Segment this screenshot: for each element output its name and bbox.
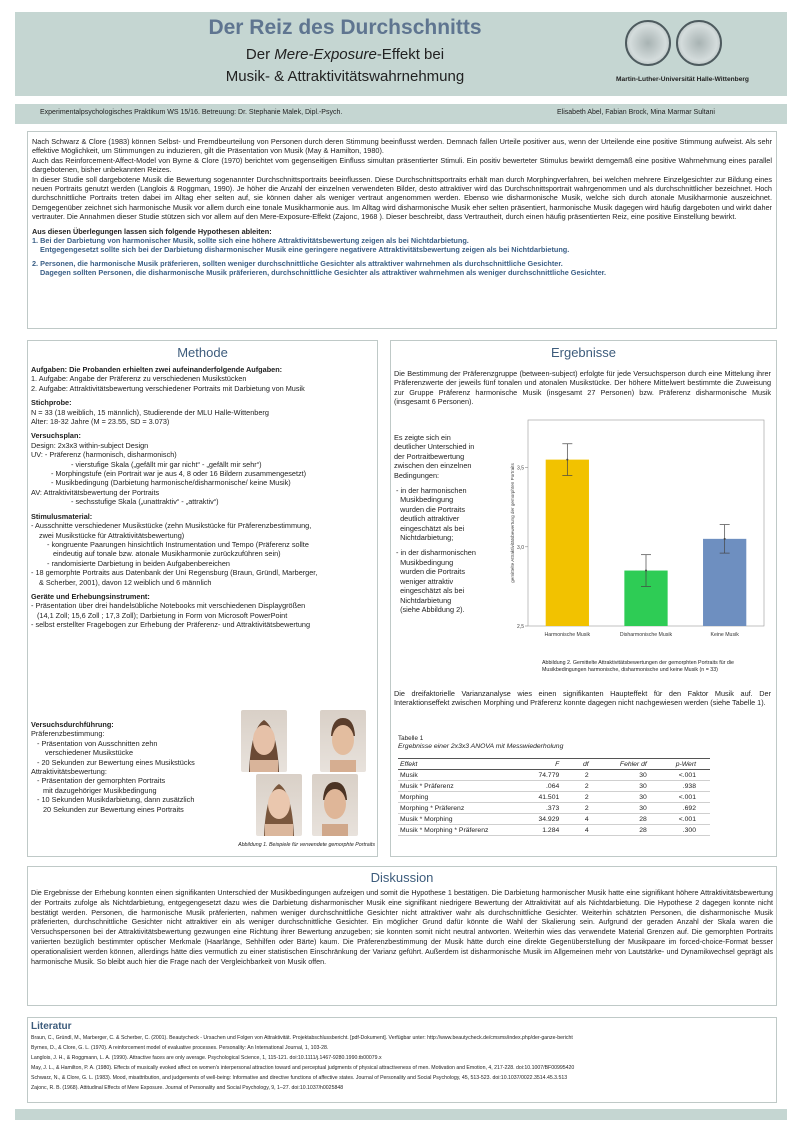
text-line: - 18 gemorphte Portraits aus Datenbank der Uni Regensburg (Braun, Gründl, Marberger, [31, 568, 318, 578]
side-text-line: (siehe Abbildung 2). [394, 604, 465, 614]
table-cell: 2 [573, 803, 602, 814]
procedure-text [31, 720, 241, 814]
table-cell: 1.284 [523, 825, 573, 836]
face-female-icon [256, 774, 302, 836]
table-row [398, 825, 710, 836]
table-cell: Morphing [398, 792, 523, 803]
portrait-male-2 [312, 774, 358, 836]
text-line: Geräte und Erhebungsinstrument: [31, 591, 150, 601]
y-tick-label: 3,5 [517, 465, 524, 472]
poster-subtitle-2: Musik- & Attraktivitätswahrnehmung [225, 68, 465, 85]
reference-item: Byrnes, D., & Clore, G. L. (1970). A reinforcement model of evaluative processes. Personality: An International Journal, 1, 103-28. [31, 1045, 329, 1051]
footer-bar [15, 1109, 787, 1120]
table-header-cell: df [573, 759, 602, 770]
y-tick-label: 2,5 [517, 624, 524, 630]
text-line: - Ausschnitte verschiedener Musikstücke (zehn Musikstücke für Präferenzbestimmung, [31, 521, 312, 531]
text-line: UV: - Präferenz (harmonisch, disharmonisch) [31, 450, 177, 460]
mean-dot [566, 459, 568, 461]
ergebnisse-heading: Ergebnisse [550, 345, 617, 360]
table-header-cell: Effekt [398, 759, 523, 770]
table-cell: 2 [573, 770, 602, 781]
mean-dot [724, 538, 726, 540]
table-header-cell: p-Wert [661, 759, 710, 770]
intro-paragraph-2: Auch das Reinforcement-Affect-Model von Byrne & Clore (1970) berichtet vom gegenseitigen Einfluss simultan präsentierter Stimuli. Ein positiv bewerteter Stimulus bewirkt demgemäß eine positive Wahrnehmung eines parallel dargebotenen, bisher unbekannten Reizes. [32, 155, 772, 175]
table-cell: 4 [573, 814, 602, 825]
y-tick-label: 3,0 [517, 544, 524, 551]
text-line: - 10 Sekunden Musikdarbietung, dann zusätzlich [37, 795, 195, 805]
text-line: - Präsentation von Ausschnitten zehn [37, 738, 158, 748]
text-line: - selbst erstellter Fragebogen zur Erhebung der Präferenz- und Attraktivitätsbewertung [31, 620, 311, 630]
table-cell: Musik * Präferenz [398, 781, 523, 792]
reference-item: May, J. L., & Hamilton, P. A. (1980). Effects of musically evoked affect on women's interpersonal attraction toward and perceptual judgments of physical attractiveness of men. Motivation and Emotion, 4, 217-228. doi:10.1007/BF00995420 [31, 1065, 575, 1071]
table-row [398, 770, 710, 781]
side-text-line: - in der disharmonischen [394, 548, 476, 558]
figure-2-caption: Abbildung 2. Gemittelte Attraktivitätsbewertungen der gemorphten Portraits für die Musikbedingungen harmonische, disharmonische und keine Musik (n = 33) [542, 660, 734, 673]
diskussion-text: Die Ergebnisse der Erhebung konnten einen signifikanten Unterschied der Musikbedingungen aufzeigen und somit die Hypothese 1 bestätigen. Die Darbietung harmonischer Musik hatte eine signifikant höhere Attraktivitätsbewertung der Portraits zufolge als Nichtdarbietung, entgegengesetzt dazu wies die Darbietung disharmonischer Musik eine signifikant niedrigere Bewertung der Attraktivität auf als Nichtdarbietung. Die Hypothese 2 dagegen konnte nicht bestätigt werden. Personen, die harmonische Musik präferierten, nahmen weniger durchschnittliche Gesichter nicht attraktiver wahr als durchschnittliche Gesichter. Weiterhin schätzten Personen, die disharmonische Musik präferierten, durchschnittliche Gesichter nicht attraktiver ein als weniger durchschnittliche Gesichter. Ein möglicher Grund dafür könnte die Wahl der Skalierung sein. Aufgrund der geraden Anzahl der Skala waren die Versuchspersonen bei der Attraktivitätsbewertung gezwungen eine Richtung ihrer Bewertung anzugeben; sie konnten somit nicht neutral antworten. Weiterhin wies das verwendete Material Grenzen auf. Die gemorphten Portraits variierten bezüglich bestimmter optischer Merkmale (Haarlänge, Sehhilfen oder Bärte) kaum. Die Präferenzbestimmung der Musik hätte durch eine direkte Gegenüberstellung der Musikpaare im forced-choice-Format besser operationalisiert werden können, allerdings hätte dies vermutlich zu einer statistischen Einschränkung der Varianz geführt. Außerdem ist disharmonische Musik im Allgemeinen mehr von Lautstärke- und Dynamikwechsel geprägt als harmonische Musik. So bleibt auch hier die Frage nach der Vergleichbarkeit von Musik offen. [31, 888, 773, 966]
hypothesis-2a: 2. Personen, die harmonische Musik präferieren, sollten weniger durchschnittliche Gesichter als attraktiver wahrnehmen als durchschnittliche Gesichter. [32, 258, 563, 268]
course-info: Experimentalpsychologisches Praktikum WS 15/16. Betreuung: Dr. Stephanie Malek, Dipl.-Psych. [40, 109, 343, 116]
table-row [398, 781, 710, 792]
table-cell: 30 [603, 770, 661, 781]
side-text-line: Es zeigte sich ein [394, 433, 451, 442]
table-title: Ergebnisse einer 2x3x3 ANOVA mit Messwiederholung [398, 743, 564, 750]
table-cell: <.001 [661, 814, 710, 825]
anova-table-wrap [398, 758, 710, 836]
table-label: Tabelle 1 [398, 735, 424, 742]
table-cell: .064 [523, 781, 573, 792]
text-line: zwei Musikstücke für Attraktivitätsbewertung) [39, 530, 185, 540]
side-text-line: deutlich attraktiver [394, 514, 460, 524]
side-text-line: Musikbedingung [394, 495, 454, 505]
text-line: Aufgaben: Die Probanden erhielten zwei aufeinanderfolgende Aufgaben: [31, 365, 283, 374]
reference-item: Langlois, J. H., & Roggmann, L. A. (1990). Attractive faces are only average. Psychological Science, 1, 115-121. doi:10.1111/j.1467-9280.1990.tb00079.x [31, 1055, 382, 1061]
text-line: Stimulusmaterial: [31, 511, 93, 521]
ergebnisse-paragraph-1: Die Bestimmung der Präferenzgruppe (between-subject) erfolgte für jede Versuchsperson durch eine Mittelung ihrer Präferenzwerte der jeweils fünf tonalen und atonalen Musikstücke. Der höhere Mittelwert bestimmte die Zuweisung zur Gruppe Präferenz harmonische Musik (insgesamt 27 Personen) bzw. Präferenz disharmonische Musik (insgesamt 6 Personen). [394, 369, 771, 407]
side-text-line: wurden die Portraits [394, 504, 465, 514]
table-cell: Morphing * Präferenz [398, 803, 523, 814]
poster-title: Der Reiz des Durchschnitts [208, 16, 482, 39]
text-line: mit dazugehöriger Musikbedingung [43, 785, 157, 795]
table-cell: 30 [603, 803, 661, 814]
table-cell: 2 [573, 781, 602, 792]
table-header-cell: Fehler df [603, 759, 661, 770]
face-male-icon [312, 774, 358, 836]
table-header-cell: F [523, 759, 573, 770]
reference-item: Braun, C., Gründl, M., Marberger, C. & Scherber, C. (2001). Beautycheck - Ursachen und Folgen von Attraktivität. Projektabschlussbericht. [pdf-Dokument]. Verfügbar unter: http://www.beautycheck.de/cmsms/index.php/der-ganze-bericht [31, 1035, 573, 1041]
reference-item: Schwarz, N., & Clore, G. L. (1983). Mood, misattribution, and judgements of well-being: Informative and directive functions of affective states. Journal of Personality and Social Psychology, 45, 513-523. doi:10.1037/0022.3514.45.3.513 [31, 1075, 568, 1081]
intro-paragraph-1: Nach Schwarz & Clore (1983) können Selbst- und Fremdbeurteilung von Personen durch deren Stimmung beeinflusst werden. Demnach fallen Urteile positiver aus, wenn der Urteilende eine positive Stimmung aufweist. Als sehr effektive Möglichkeit, um Stimmungen zu induzieren, gilt die Präsentation von Musik (May & Hamilton, 1980). [32, 137, 772, 156]
text-line: 2. Aufgabe: Attraktivitätsbewertung verschiedener Portraits mit Darbietung von Musik [31, 383, 305, 393]
side-text-line: zwischen den einzelnen [394, 461, 472, 471]
text-line: Versuchsplan: [31, 431, 81, 441]
ergebnisse-side-text [394, 433, 504, 614]
diskussion-heading: Diskussion [370, 870, 434, 885]
table-cell: .300 [661, 825, 710, 836]
table-cell: 74.779 [523, 770, 573, 781]
side-text-line: Bedingungen: [394, 470, 440, 480]
text-line: AV: Attraktivitätsbewertung der Portraits [31, 487, 160, 497]
side-text-line: eingeschätzt als bei [394, 586, 465, 596]
x-tick-label: Harmonische Musik [544, 632, 591, 638]
side-text-line: eingeschätzt als bei [394, 523, 465, 533]
poster-subtitle: Der Mere-Exposure-Effekt bei [245, 46, 445, 63]
hypothesis-1b: Entgegengesetzt sollte sich bei der Darbietung disharmonischer Musik eine geringere negativere Attraktivitätsbewertung zeigen als bei Nichtdarbietung. [40, 245, 570, 255]
side-text-line: Musikbedingung [394, 557, 454, 567]
reference-item: Zajonc, R. B. (1968). Attitudinal Effects of Mere Exposure. Journal of Personality and Social Psychology, 9, 1–27. doi:10.1037/h0025848 [31, 1085, 344, 1091]
methode-heading: Methode [177, 345, 228, 360]
text-line: - Musikbedingung (Darbietung harmonische/disharmonische/ keine Musik) [51, 478, 291, 488]
text-line: Design: 2x3x3 within-subject Design [31, 440, 149, 450]
table-cell: 2 [573, 792, 602, 803]
text-line: Versuchsdurchführung: [31, 720, 114, 729]
hypothesis-1a: 1. Bei der Darbietung von harmonischer Musik, sollte sich eine höhere Attraktivitätsbewertung zeigen als bei Nichtdarbietung. [32, 236, 469, 246]
text-line: & Scherber, 2001), davon 12 weiblich und 6 männlich [39, 577, 212, 587]
literatur-heading: Literatur [31, 1021, 72, 1032]
hypothesis-2b: Dagegen sollten Personen, die disharmonische Musik präferieren, durchschnittliche Gesichter als attraktiver wahrnehmen als weniger durchschnittliche Gesichter. [40, 268, 607, 278]
portrait-female-1 [241, 710, 287, 772]
portrait-female-2 [256, 774, 302, 836]
text-line: - 20 Sekunden zur Bewertung eines Musikstücks [37, 757, 195, 767]
table-cell: Musik * Morphing * Präferenz [398, 825, 523, 836]
side-text-line: wurden die Portraits [394, 567, 465, 577]
table-cell: Musik [398, 770, 523, 781]
table-row [398, 803, 710, 814]
bar-chart [506, 414, 772, 658]
anova-table [398, 758, 710, 836]
university-name: Martin-Luther-Universität Halle-Wittenberg [616, 76, 749, 83]
table-row [398, 814, 710, 825]
table-cell: .692 [661, 803, 710, 814]
text-line: Alter: 18-32 Jahre (M = 23.55, SD = 3.073) [31, 417, 170, 427]
table-cell: <.001 [661, 770, 710, 781]
university-seal-left-icon [625, 20, 671, 66]
hypotheses-intro: Aus diesen Überlegungen lassen sich folgende Hypothesen ableiten: [32, 226, 272, 236]
table-cell: <.001 [661, 792, 710, 803]
text-line: - Präsentation der gemorphten Portraits [37, 776, 166, 786]
text-line: N = 33 (18 weiblich, 15 männlich), Studierende der MLU Halle-Wittenberg [31, 407, 269, 417]
face-male-icon [320, 710, 366, 772]
side-text-line: Nichtdarbietung [394, 595, 452, 605]
table-cell: 30 [603, 781, 661, 792]
mean-dot [645, 570, 647, 572]
text-line: Attraktivitätsbewertung: [31, 767, 107, 777]
table-cell: 34.929 [523, 814, 573, 825]
table-cell: 4 [573, 825, 602, 836]
side-text-line: Nichtdarbietung; [394, 533, 454, 543]
university-seal-right-icon [676, 20, 722, 66]
table-cell: 28 [603, 825, 661, 836]
intro-panel [27, 131, 777, 329]
x-tick-label: Disharmonische Musik [619, 632, 673, 638]
side-text-line: weniger attraktiv [394, 576, 454, 586]
face-female-icon [241, 710, 287, 772]
text-line: - vierstufige Skala („gefällt mir gar nicht“ - „gefällt mir sehr“) [71, 459, 262, 469]
literatur-list [31, 1035, 773, 1095]
bar [546, 460, 589, 626]
table-cell: .373 [523, 803, 573, 814]
table-cell: .938 [661, 781, 710, 792]
text-line: Präferenzbestimmung: [31, 729, 105, 739]
ergebnisse-paragraph-2: Die dreifaktorielle Varianzanalyse wies einen signifikanten Haupteffekt für den Faktor Musik auf. Der Interaktionseffekt zwischen Morphing und Präferenz konnte dagegen nicht nachgewiesen werden (siehe Tabelle 1). [394, 689, 771, 708]
y-axis-label: gemittelte Attraktivitätsbewertung der gemorphten Portraits [510, 463, 515, 583]
text-line: eindeutig auf tonale bzw. atonale Musikharmonie zurückzuführen sein) [53, 549, 281, 559]
text-line: Stichprobe: [31, 398, 72, 408]
text-line: (14,1 Zoll; 15,6 Zoll ; 17,3 Zoll); Darbietung in Form von Microsoft PowerPoint [37, 610, 288, 620]
text-line: 20 Sekunden zur Bewertung eines Portraits [43, 804, 184, 814]
text-line: 1. Aufgabe: Angabe der Präferenz zu verschiedenen Musikstücken [31, 374, 247, 384]
text-line: verschiedener Musikstücke [45, 748, 134, 758]
authors: Elisabeth Abel, Fabian Brock, Mina Marmar Sultani [557, 109, 715, 116]
text-line: - sechsstufige Skala („unattraktiv“ - „attraktiv“) [71, 497, 219, 507]
table-row [398, 792, 710, 803]
figure-1-caption: Abbildung 1. Beispiele für verwendete gemorphte Portraits [238, 842, 375, 848]
table-cell: 41.501 [523, 792, 573, 803]
table-cell: Musik * Morphing [398, 814, 523, 825]
x-tick-label: Keine Musik [710, 632, 739, 638]
side-text-line: - in der harmonischen [394, 486, 467, 496]
side-text-line: der Portraitbewertung [394, 451, 465, 461]
portrait-male-1 [320, 710, 366, 772]
table-cell: 30 [603, 792, 661, 803]
table-cell: 28 [603, 814, 661, 825]
text-line: - kongruente Paarungen hinsichtlich Instrumentation und Tempo (Präferenz sollte [47, 539, 309, 549]
text-line: - randomisierte Darbietung in beiden Aufgabenbereichen [47, 558, 230, 568]
text-line: - Präsentation über drei handelsübliche Notebooks mit verschiedenen Displaygrößen [31, 601, 306, 611]
methode-text [31, 365, 376, 630]
intro-paragraph-3: In dieser Studie soll dargebotene Musik die Bewertung sogenannter Durchschnittsportraits beeinflussen. Diese Durchschnittsportraits erhält man durch Morphingverfahren, bei welchen mehrere Einzelgesichter zur Bildung eines neuen Portraits genutzt werden (Langlois & Roggman, 1990). Je höher die Anzahl der einzelnen verwendeten Bilder, desto attraktiver wird das Durchschnittsportrait wahrgenommen und als durchschnittlicher bezeichnet. Hoch durchschnittliche Portraits treten dabei im Alltag eher selten auf, sie können daher als weniger vertraut angenommen werden. Ebenso wie disharmonische Musik, welche sich durch atonale Musikharmonie auszeichnet. Demgegenüber zeichnet sich harmonische Musik vor allem durch eine tonale Musikharmonie aus. Im Alltag wird disharmonische Musik eher selten präsentiert, harmonische Musik dagegen wird häufig dargeboten und wirkt daher vertrauter. Die Annahmen dieser Studie stützen sich vor allem auf den Mere-Exposure-Effekt (Zajonc, 1968 ). Dieser beschreibt, dass Vertrautheit, durch einen häufig präsentierten Reiz, eine positive Einstellung bewirkt. [32, 174, 772, 222]
text-line: - Morphingstufe (ein Portrait war je aus 4, 8 oder 16 Bildern zusammengesetzt) [51, 469, 307, 479]
side-text-line: deutlicher Unterschied in [394, 442, 475, 452]
